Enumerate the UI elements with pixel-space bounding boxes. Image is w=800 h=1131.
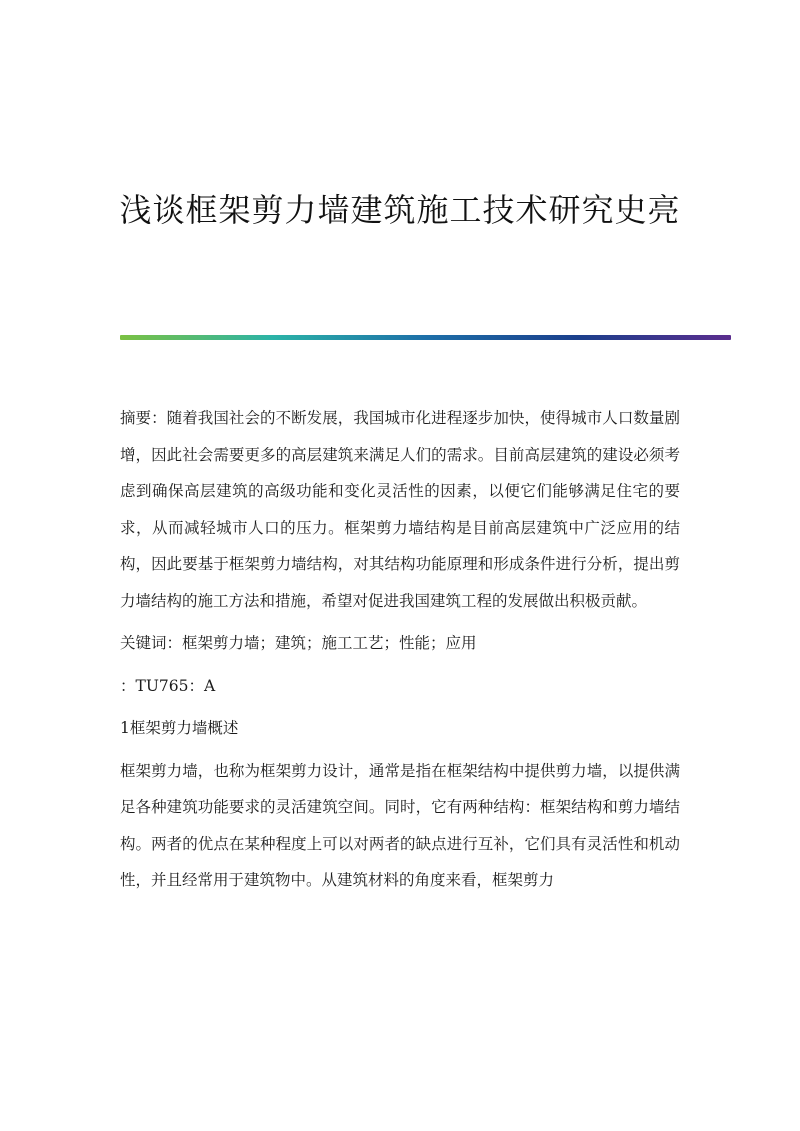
body-paragraph: 框架剪力墙，也称为框架剪力设计，通常是指在框架结构中提供剪力墙，以提供满足各种建筑功能要求的灵活建筑空间。同时，它有两种结构：框架结构和剪力墙结构。两者的优点在某种程度上可以对两者的缺点进行互补，它们具有灵活性和机动性，并且经常用于建筑物中。从建筑材料的角度来看，框架剪力 [120, 761, 680, 889]
title-divider-bar [120, 335, 731, 340]
abstract-paragraph: 摘要：随着我国社会的不断发展，我国城市化进程逐步加快，使得城市人口数量剧增，因此社会需要更多的高层建筑来满足人们的需求。目前高层建筑的建设必须考虑到确保高层建筑的高级功能和变化灵活性的因素，以便它们能够满足住宅的要求，从而减轻城市人口的压力。框架剪力墙结构是目前高层建筑中广泛应用的结构，因此要基于框架剪力墙结构，对其结构功能原理和形成条件进行分析，提出剪力墙结构的施工方法和措施，希望对促进我国建筑工程的发展做出积极贡献。 [120, 409, 680, 610]
document-title: 浅谈框架剪力墙建筑施工技术研究史亮 [119, 191, 681, 229]
document-body [120, 400, 680, 899]
section-heading: 1框架剪力墙概述 [120, 719, 239, 737]
keywords-line: 关键词：框架剪力墙；建筑；施工工艺；性能；应用 [120, 634, 477, 652]
classification-line: ：TU765：A [120, 676, 216, 695]
